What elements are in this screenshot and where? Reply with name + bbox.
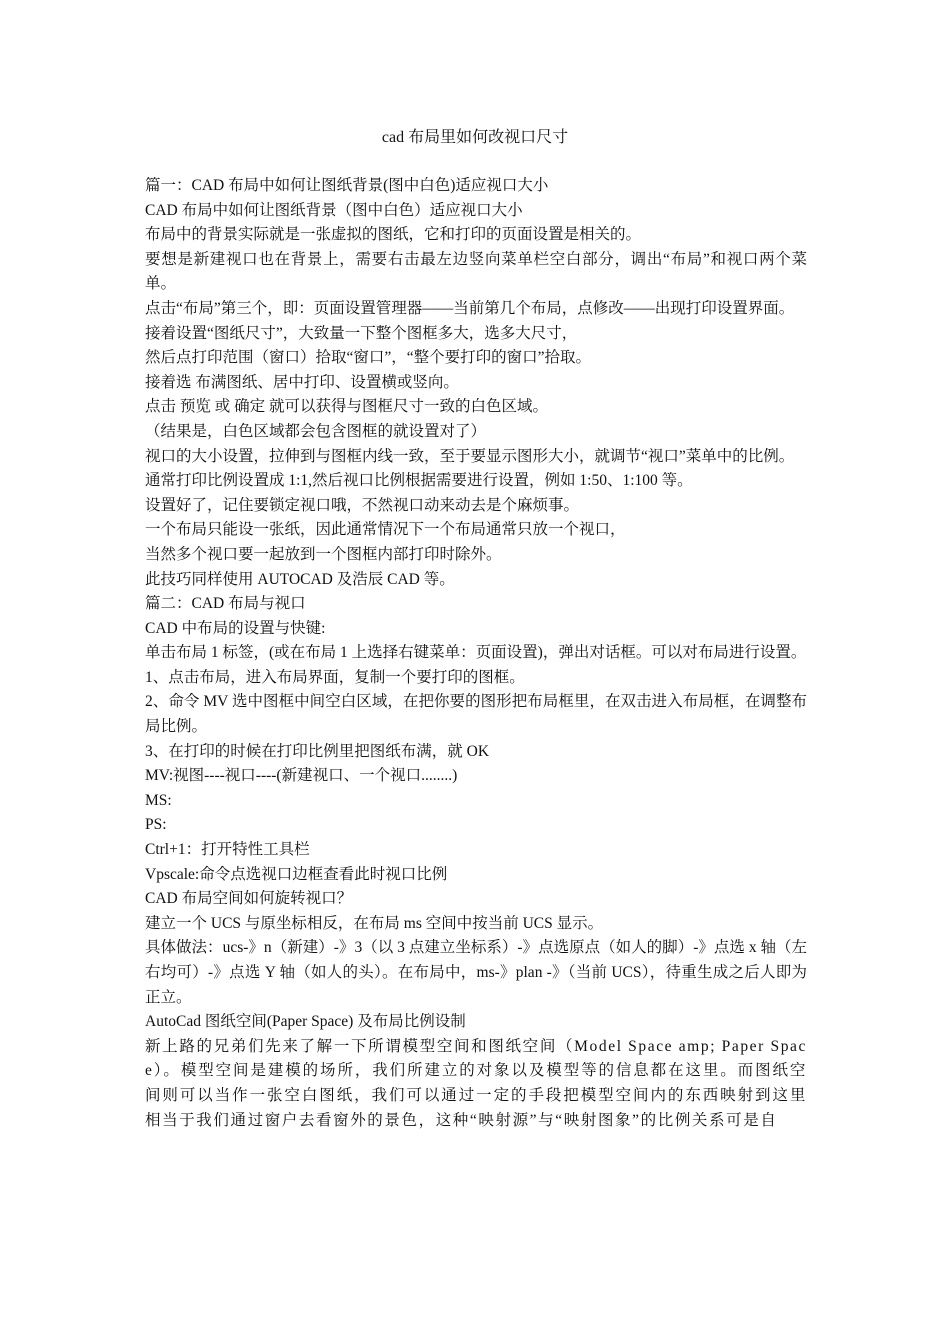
paragraph: Vpscale:命令点选视口边框查看此时视口比例 [145,865,448,883]
paragraph: MS: [145,791,172,809]
paragraph: CAD 布局中如何让图纸背景（图中白色）适应视口大小 [145,201,523,219]
paragraph: 接着设置“图纸尺寸”，大致量一下整个图框多大，选多大尺寸， [145,324,578,342]
paragraph: 当然多个视口要一起放到一个图框内部打印时除外。 [145,545,502,563]
paragraph: MV:视图----视口----(新建视口、一个视口........) [145,767,458,785]
paragraph: 设置好了，记住要锁定视口哦，不然视口动来动去是个麻烦事。 [145,496,580,514]
section-heading: 篇二：CAD 布局与视口 [145,595,306,613]
paragraph: 一个布局只能设一张纸，因此通常情况下一个布局通常只放一个视口， [145,521,626,539]
paragraph: （结果是，白色区域都会包含图框的就设置对了） [145,422,487,440]
paragraph: 新上路的兄弟们先来了解一下所谓模型空间和图纸空间（Model Space amp; Paper Space）。模型空间是建模的场所，我们所建立的对象以及模型等的信息都在这里。而图纸空间则可以当作一张空白图纸，我们可以通过一定的手段把模型空间内的东西映射到这里相当于我们通过窗户去看窗外的景色，这种“映射源”与“映射图象”的比例关系可是自 [145,1037,807,1129]
paragraph: 1、点击布局，进入布局界面，复制一个要打印的图框。 [145,668,525,686]
paragraph: 布局中的背景实际就是一张虚拟的图纸，它和打印的页面设置是相关的。 [145,226,642,244]
paragraph: 2、命令 MV 选中图框中间空白区域，在把你要的图形把布局框里，在双击进入布局框，在调整布局比例。 [145,693,807,736]
paragraph: 视口的大小设置，拉伸到与图框内线一致，至于要显示图形大小，就调节“视口”菜单中的比例。 [145,447,795,465]
section-heading: AutoCad 图纸空间(Paper Space) 及布局比例设制 [145,1013,466,1031]
paragraph: 单击布局 1 标签，(或在布局 1 上选择右键菜单：页面设置)，弹出对话框。可以对布局进行设置。 [145,644,807,662]
page-title: cad 布局里如何改视口尺寸 [381,129,569,146]
paragraph: CAD 中布局的设置与快键: [145,619,326,637]
paragraph: 然后点打印范围（窗口）拾取“窗口”，“整个要打印的窗口”拾取。 [145,349,592,367]
paragraph: 篇一：CAD 布局中如何让图纸背景(图中白色)适应视口大小 [145,177,549,194]
paragraph: 点击 预览 或 确定 就可以获得与图框尺寸一致的白色区域。 [145,398,549,416]
paragraph: 具体做法：ucs-》n（新建）-》3（以 3 点建立坐标系）-》点选原点（如人的脚）-》点选 x 轴（左右均可）-》点选 Y 轴（如人的头）。在布局中，ms-》plan -》（当前 UCS），待重生成之后人即为正立。 [145,939,807,1006]
paragraph: 此技巧同样使用 AUTOCAD 及浩辰 CAD 等。 [145,570,455,588]
paragraph: CAD 布局空间如何旋转视口？ [145,890,353,908]
paragraph: PS: [145,816,167,834]
paragraph: Ctrl+1：打开特性工具栏 [145,841,310,859]
document-body [145,174,807,1133]
paragraph: 建立一个 UCS 与原坐标相反，在布局 ms 空间中按当前 UCS 显示。 [145,914,604,932]
paragraph: 点击“布局”第三个，即：页面设置管理器——当前第几个布局，点修改——出现打印设置界面。 [145,299,795,317]
paragraph: 通常打印比例设置成 1:1,然后视口比例根据需要进行设置，例如 1:50、1:100 等。 [145,472,693,490]
paragraph: 3、在打印的时候在打印比例里把图纸布满，就 OK [145,742,490,760]
paragraph: 接着选 布满图纸、居中打印、设置横或竖向。 [145,373,459,391]
paragraph: 要想是新建视口也在背景上，需要右击最左边竖向菜单栏空白部分，调出“布局”和视口两个菜单。 [145,250,807,293]
